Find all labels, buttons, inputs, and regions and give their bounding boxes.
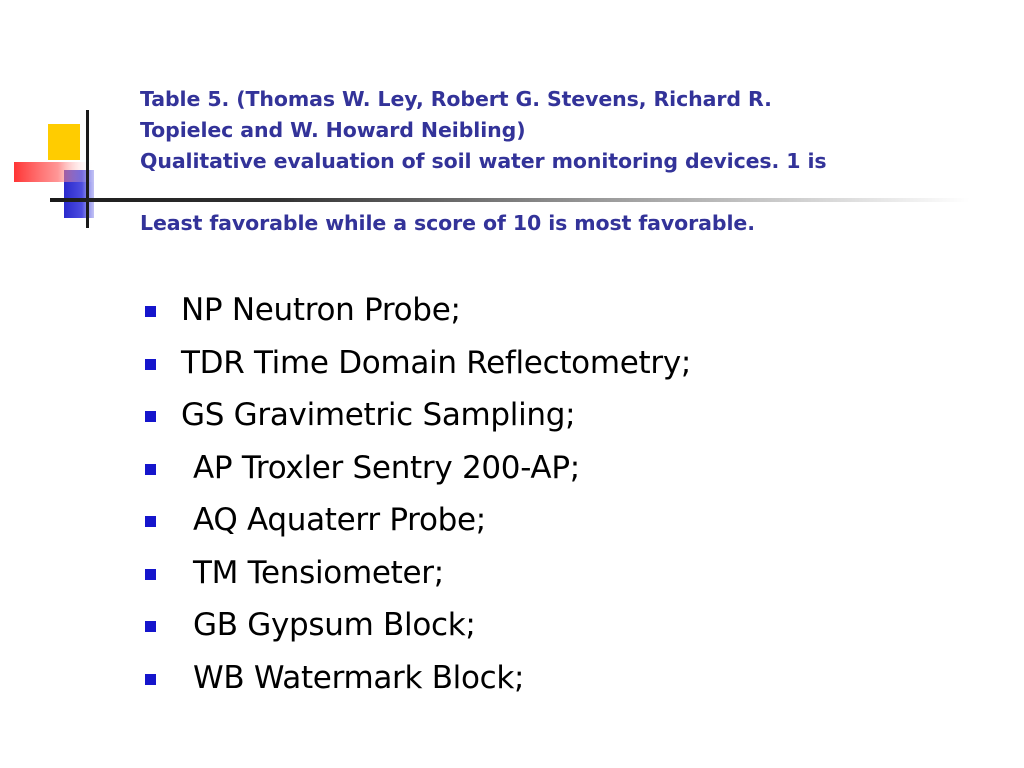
list-item-text: AP Troxler Sentry 200-AP; bbox=[193, 449, 580, 486]
list-item-text: TDR Time Domain Reflectometry; bbox=[181, 344, 692, 381]
yellow-square bbox=[48, 124, 80, 160]
slide-decoration-logo bbox=[0, 100, 140, 230]
list-item-text: GS Gravimetric Sampling; bbox=[181, 397, 576, 433]
slide-title bbox=[140, 84, 1010, 239]
title-line: Table 5. (Thomas W. Ley, Robert G. Stevens, Richard R. bbox=[140, 87, 772, 111]
square-bullet-icon bbox=[145, 359, 156, 370]
red-bar bbox=[14, 162, 94, 182]
vertical-line bbox=[86, 110, 89, 228]
square-bullet-icon bbox=[145, 306, 156, 317]
title-line: Qualitative evaluation of soil water monitoring devices. 1 is bbox=[140, 149, 827, 173]
square-bullet-icon bbox=[145, 674, 156, 685]
square-bullet-icon bbox=[145, 411, 156, 422]
square-bullet-icon bbox=[145, 516, 156, 527]
title-line: Topielec and W. Howard Neibling) bbox=[140, 118, 526, 142]
square-bullet-icon bbox=[145, 621, 156, 632]
list-item-text: WB Watermark Block; bbox=[193, 659, 525, 696]
square-bullet-icon bbox=[145, 569, 156, 580]
title-line: Least favorable while a score of 10 is most favorable. bbox=[140, 211, 755, 235]
list-item-text: NP Neutron Probe; bbox=[181, 292, 461, 328]
list-item-text: GB Gypsum Block; bbox=[193, 607, 476, 643]
square-bullet-icon bbox=[145, 464, 156, 475]
list-item-text: AQ Aquaterr Probe; bbox=[193, 502, 486, 538]
list-item-text: TM Tensiometer; bbox=[193, 554, 444, 591]
